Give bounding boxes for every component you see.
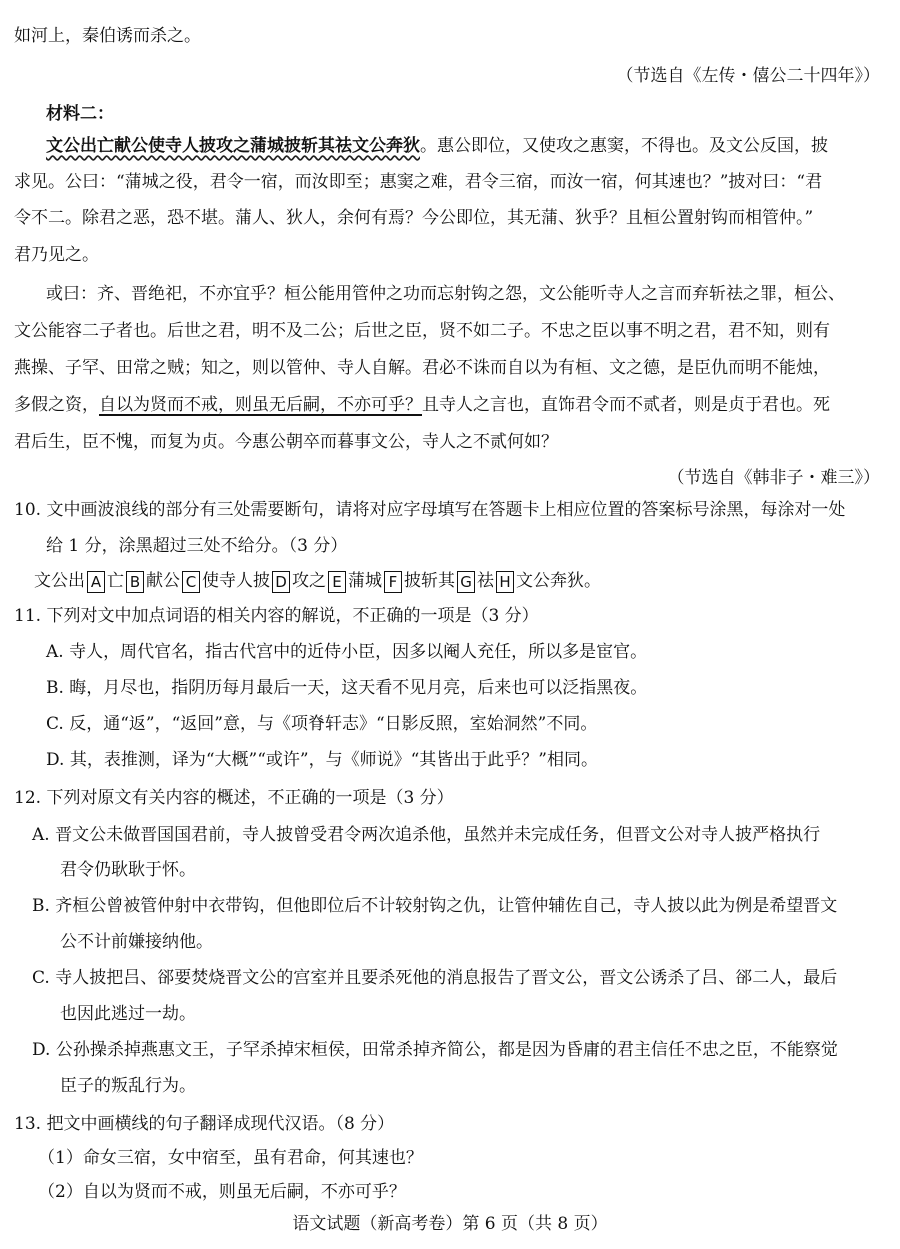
q10-segment: 文公奔狄。 bbox=[516, 571, 601, 591]
q12-option-b-line2: 公不计前嫌接纳他。 bbox=[60, 932, 213, 952]
option-box-g[interactable]: G bbox=[457, 571, 475, 593]
q12-option-c-line1: C. 寺人披把吕、郤要焚烧晋文公的宫室并且要杀死他的消息报告了晋文公，晋文公诱杀了吕、郤二人，最后 bbox=[32, 968, 838, 988]
option-box-e[interactable]: E bbox=[328, 571, 346, 593]
q10-segmentation-line bbox=[34, 563, 886, 599]
q10-stem-line1: 10. 文中画波浪线的部分有三处需要断句，请将对应字母填写在答题卡上相应位置的答案标号涂黑，每涂对一处 bbox=[14, 500, 846, 520]
para-text: 多假之资， bbox=[14, 395, 99, 415]
source-citation-1: （节选自《左传・僖公二十四年》） bbox=[616, 66, 880, 86]
q10-segment: 文公出 bbox=[34, 571, 85, 591]
option-box-b[interactable]: B bbox=[126, 571, 144, 593]
q10-segment: 蒲城 bbox=[348, 571, 382, 591]
para-text: 且寺人之言也，直饰君令而不贰者，则是贞于君也。死 bbox=[422, 395, 830, 415]
material2-para2-line2: 文公能容二子者也。后世之君，明不及二公；后世之臣，贤不如二子。不忠之臣以事不明之君，君不知，则有 bbox=[14, 321, 830, 341]
page-footer: 语文试题（新高考卷）第 6 页（共 8 页） bbox=[292, 1214, 608, 1234]
q12-option-c-line2: 也因此逃过一劫。 bbox=[60, 1004, 196, 1024]
material2-para2-line3: 燕操、子罕、田常之贼；知之，则以管仲、寺人自解。君必不诛而自以为有桓、文之德，是臣仇而明不能烛， bbox=[14, 358, 830, 378]
q10-segment: 攻之 bbox=[292, 571, 326, 591]
option-box-f[interactable]: F bbox=[384, 571, 402, 593]
q12-option-d-line1: D. 公孙操杀掉燕惠文王，子罕杀掉宋桓侯，田常杀掉齐简公，都是因为昏庸的君主信任不忠之臣，不能察觉 bbox=[32, 1040, 838, 1060]
q13-stem: 13. 把文中画横线的句子翻译成现代汉语。（8 分） bbox=[14, 1114, 395, 1134]
q13-sentence-1: （1）命女三宿，女中宿至，虽有君命，何其速也？ bbox=[38, 1148, 423, 1168]
q10-segment: 披斩其 bbox=[404, 571, 455, 591]
wavy-underlined-text: 文公出亡献公使寺人披攻之蒲城披斩其祛文公奔狄 bbox=[46, 136, 420, 156]
para-text: 。惠公即位，又使攻之惠窦，不得也。及文公反国，披 bbox=[420, 136, 828, 156]
q11-option-c: C. 反，通“返”，“返回”意，与《项脊轩志》“日影反照，室始洞然”不同。 bbox=[46, 714, 598, 734]
source-citation-2: （节选自《韩非子・难三》） bbox=[667, 468, 880, 488]
q12-stem: 12. 下列对原文有关内容的概述，不正确的一项是（3 分） bbox=[14, 788, 454, 808]
passage-top-line: 如河上，秦伯诱而杀之。 bbox=[14, 26, 201, 46]
q10-segment: 亡 bbox=[107, 571, 124, 591]
material2-para2-line4 bbox=[14, 387, 886, 423]
material2-para1-line1 bbox=[46, 128, 886, 164]
material2-para1-line4: 君乃见之。 bbox=[14, 245, 99, 265]
q12-option-a-line1: A. 晋文公未做晋国国君前，寺人披曾受君令两次追杀他，虽然并未完成任务，但晋文公对寺人披严格执行 bbox=[32, 825, 821, 845]
q10-stem-line2: 给 1 分，涂黑超过三处不给分。（3 分） bbox=[46, 536, 348, 556]
q12-option-d-line2: 臣子的叛乱行为。 bbox=[60, 1076, 196, 1096]
material2-title: 材料二： bbox=[46, 104, 114, 124]
material2-para1-line2: 求见。公曰：“蒲城之役，君令一宿，而汝即至；惠窦之难，君令三宿，而汝一宿，何其速也？”披对曰：“君 bbox=[14, 172, 823, 192]
material2-para1-line3: 令不二。除君之恶，恐不堪。蒲人、狄人，余何有焉？今公即位，其无蒲、狄乎？且桓公置射钩而相管仲。” bbox=[14, 208, 814, 228]
q10-segment: 献公 bbox=[146, 571, 180, 591]
q11-option-b: B. 晦，月尽也，指阴历每月最后一天，这天看不见月亮，后来也可以泛指黑夜。 bbox=[46, 678, 648, 698]
underlined-sentence: 自以为贤而不戒，则虽无后嗣，不亦可乎？ bbox=[99, 395, 422, 415]
q11-option-a: A. 寺人，周代官名，指古代宫中的近侍小臣，因多以阉人充任，所以多是宦官。 bbox=[46, 642, 648, 662]
material2-para2-line5: 君后生，臣不愧，而复为贞。今惠公朝卒而暮事文公，寺人之不贰何如？ bbox=[14, 432, 558, 452]
option-box-h[interactable]: H bbox=[496, 571, 514, 593]
q10-segment: 使寺人披 bbox=[202, 571, 270, 591]
q10-segment: 祛 bbox=[477, 571, 494, 591]
option-box-c[interactable]: C bbox=[182, 571, 200, 593]
material2-para2-line1: 或曰：齐、晋绝祀，不亦宜乎？桓公能用管仲之功而忘射钩之怨，文公能听寺人之言而弃斩祛之罪，桓公、 bbox=[46, 284, 845, 304]
option-box-a[interactable]: A bbox=[87, 571, 105, 593]
option-box-d[interactable]: D bbox=[272, 571, 290, 593]
q12-option-b-line1: B. 齐桓公曾被管仲射中衣带钩，但他即位后不计较射钩之仇，让管仲辅佐自己，寺人披以此为例是希望晋文 bbox=[32, 896, 838, 916]
q11-option-d: D. 其，表推测，译为“大概”“或许”，与《师说》“其皆出于此乎？”相同。 bbox=[46, 750, 598, 770]
q11-stem: 11. 下列对文中加点词语的相关内容的解说，不正确的一项是（3 分） bbox=[14, 606, 539, 626]
q13-sentence-2: （2）自以为贤而不戒，则虽无后嗣，不亦可乎？ bbox=[38, 1182, 406, 1202]
q12-option-a-line2: 君令仍耿耿于怀。 bbox=[60, 860, 196, 880]
